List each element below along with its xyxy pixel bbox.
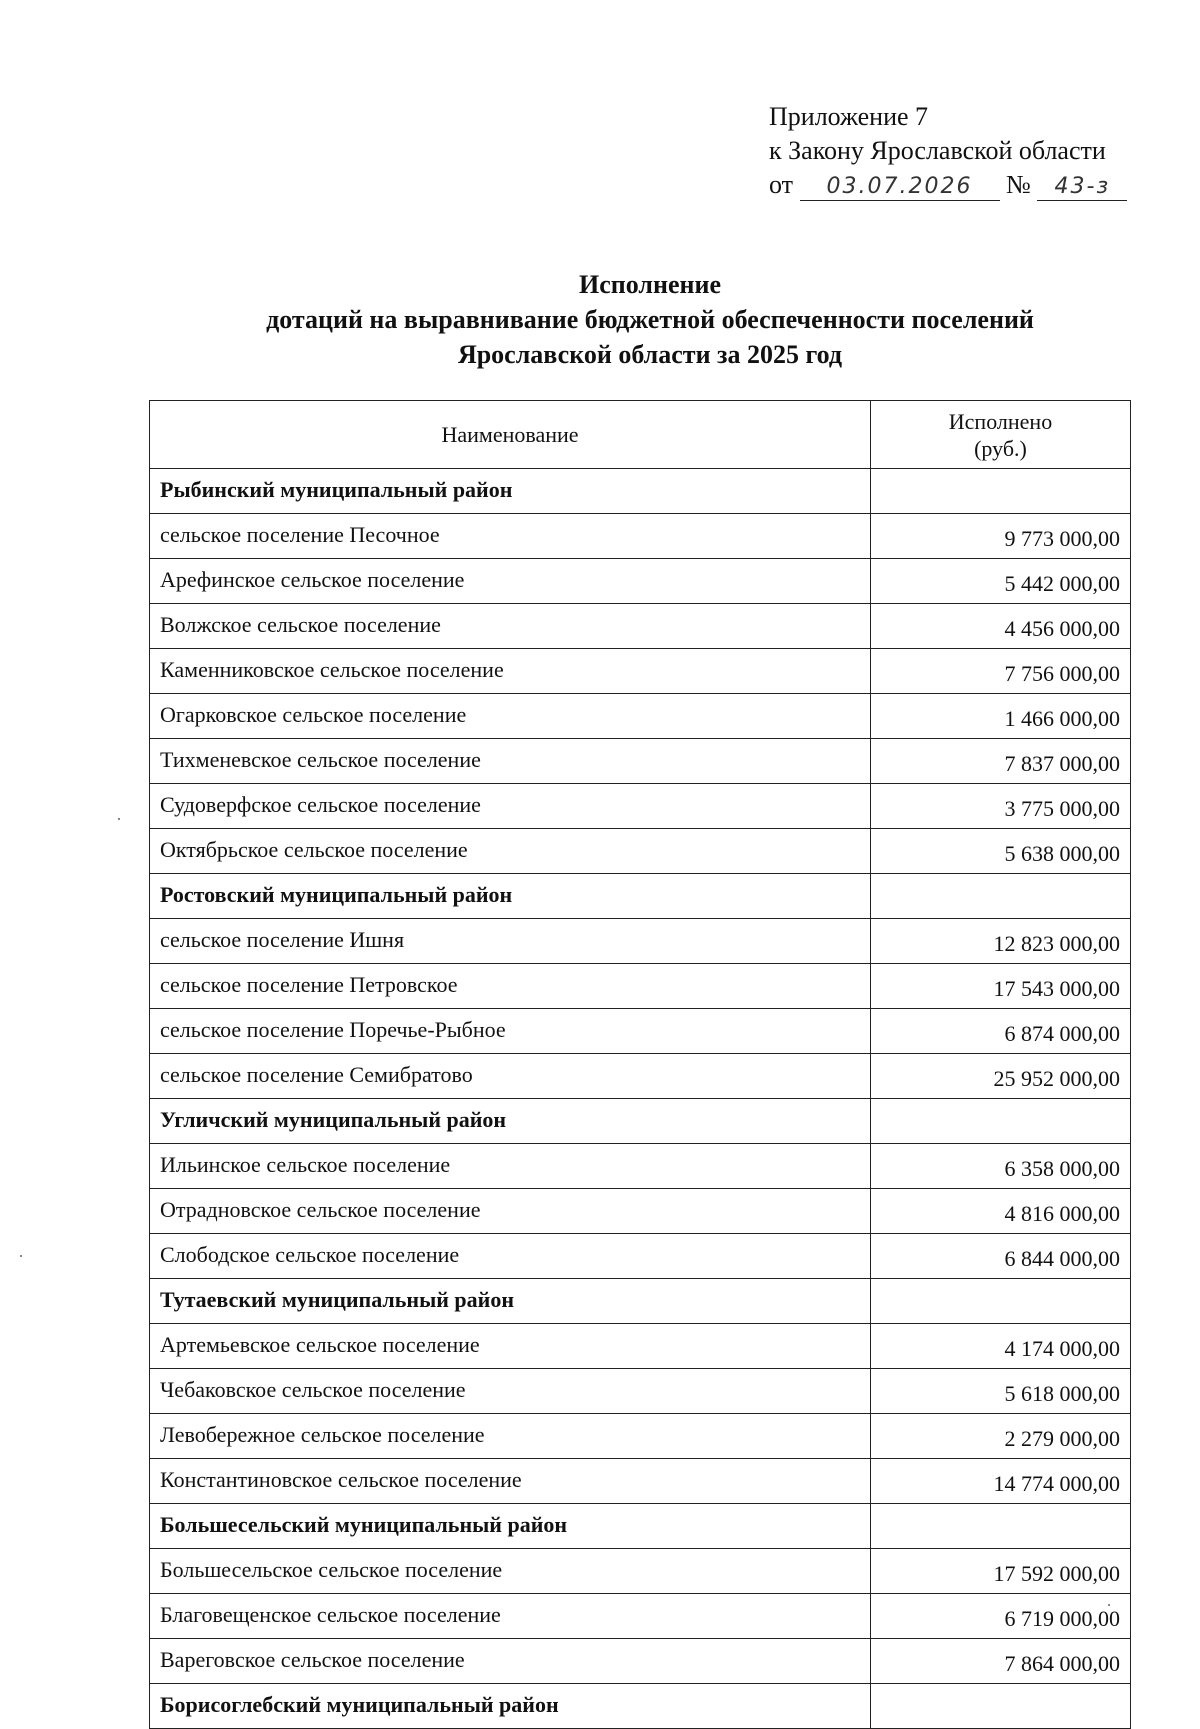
amount-cell: 7 756 000,00: [871, 649, 1131, 694]
header-name: Наименование: [150, 401, 871, 469]
amount-cell: [871, 1279, 1131, 1324]
header-amount-line-1: Исполнено: [948, 408, 1053, 434]
table-row: [150, 1234, 1131, 1279]
amount-cell: 25 952 000,00: [871, 1054, 1131, 1099]
table-row: [150, 604, 1131, 649]
settlement-name: Константиновское сельское поселение: [150, 1459, 871, 1504]
settlement-name: Чебаковское сельское поселение: [150, 1369, 871, 1414]
settlement-name: сельское поселение Песочное: [150, 514, 871, 559]
table-row: [150, 1414, 1131, 1459]
amount-cell: 14 774 000,00: [871, 1459, 1131, 1504]
settlement-name: сельское поселение Семибратово: [150, 1054, 871, 1099]
amount-cell: 4 816 000,00: [871, 1189, 1131, 1234]
amount-cell: 6 358 000,00: [871, 1144, 1131, 1189]
table-row: [150, 694, 1131, 739]
settlement-name: Благовещенское сельское поселение: [150, 1594, 871, 1639]
annex-number: 43-з: [1037, 174, 1127, 201]
amount-cell: 17 543 000,00: [871, 964, 1131, 1009]
settlement-name: Большесельское сельское поселение: [150, 1549, 871, 1594]
amount-cell: 12 823 000,00: [871, 919, 1131, 964]
annex-block: [769, 100, 1127, 202]
settlement-name: Слободское сельское поселение: [150, 1234, 871, 1279]
district-row: [150, 1099, 1131, 1144]
settlement-name: Ильинское сельское поселение: [150, 1144, 871, 1189]
title-line-3: Ярославской области за 2025 год: [457, 340, 843, 369]
table-row: [150, 1549, 1131, 1594]
amount-cell: [871, 1504, 1131, 1549]
settlement-name: Тихменевское сельское поселение: [150, 739, 871, 784]
district-row: [150, 469, 1131, 514]
settlement-name: Огарковское сельское поселение: [150, 694, 871, 739]
table-row: [150, 919, 1131, 964]
scan-speck: [20, 1255, 22, 1257]
table-row: [150, 1459, 1131, 1504]
settlement-name: Вареговское сельское поселение: [150, 1639, 871, 1684]
amount-cell: [871, 1684, 1131, 1729]
table-row: [150, 649, 1131, 694]
district-name: Тутаевский муниципальный район: [150, 1279, 871, 1324]
annex-date: 03.07.2026: [800, 174, 1000, 201]
amount-cell: 4 456 000,00: [871, 604, 1131, 649]
table-row: [150, 1054, 1131, 1099]
settlement-name: Артемьевское сельское поселение: [150, 1324, 871, 1369]
amount-cell: 5 618 000,00: [871, 1369, 1131, 1414]
table-row: [150, 1369, 1131, 1414]
scan-speck: [118, 818, 120, 820]
annex-line-2: к Закону Ярославской области: [769, 136, 1106, 165]
table-row: [150, 1009, 1131, 1054]
table-row: [150, 1324, 1131, 1369]
settlement-name: Каменниковское сельское поселение: [150, 649, 871, 694]
district-name: Ростовский муниципальный район: [150, 874, 871, 919]
district-row: [150, 874, 1131, 919]
amount-cell: [871, 1099, 1131, 1144]
district-row: [150, 1504, 1131, 1549]
table-row: [150, 1189, 1131, 1234]
amount-cell: 5 442 000,00: [871, 559, 1131, 604]
annex-from-label: от: [769, 170, 794, 199]
table-row: [150, 514, 1131, 559]
table-row: [150, 559, 1131, 604]
table-row: [150, 1639, 1131, 1684]
table-row: [150, 784, 1131, 829]
table-row: [150, 739, 1131, 784]
annex-line-1: Приложение 7: [769, 102, 929, 131]
settlement-name: Арефинское сельское поселение: [150, 559, 871, 604]
table-row: [150, 1594, 1131, 1639]
table-header-row: [150, 401, 1131, 469]
amount-cell: 6 844 000,00: [871, 1234, 1131, 1279]
amount-cell: [871, 469, 1131, 514]
amount-cell: 2 279 000,00: [871, 1414, 1131, 1459]
title-line-2: дотаций на выравнивание бюджетной обеспеченности поселений: [266, 305, 1034, 334]
amount-cell: 4 174 000,00: [871, 1324, 1131, 1369]
scan-speck: [1108, 1604, 1110, 1606]
amount-cell: 6 874 000,00: [871, 1009, 1131, 1054]
amount-cell: 9 773 000,00: [871, 514, 1131, 559]
table-row: [150, 1144, 1131, 1189]
document-title: [150, 267, 1150, 372]
amount-cell: [871, 874, 1131, 919]
district-name: Борисоглебский муниципальный район: [150, 1684, 871, 1729]
header-amount: [871, 401, 1131, 469]
amount-cell: 3 775 000,00: [871, 784, 1131, 829]
district-name: Угличский муниципальный район: [150, 1099, 871, 1144]
settlement-name: Отрадновское сельское поселение: [150, 1189, 871, 1234]
annex-line-3: [769, 168, 1127, 202]
settlement-name: сельское поселение Поречье-Рыбное: [150, 1009, 871, 1054]
amount-cell: 5 638 000,00: [871, 829, 1131, 874]
amount-cell: 7 864 000,00: [871, 1639, 1131, 1684]
district-name: Рыбинский муниципальный район: [150, 469, 871, 514]
subsidies-table: [149, 400, 1131, 1729]
header-amount-line-2: (руб.): [974, 435, 1027, 461]
title-line-1: Исполнение: [578, 270, 721, 299]
table-row: [150, 964, 1131, 1009]
settlement-name: Октябрьское сельское поселение: [150, 829, 871, 874]
settlement-name: Волжское сельское поселение: [150, 604, 871, 649]
amount-cell: 7 837 000,00: [871, 739, 1131, 784]
settlement-name: сельское поселение Петровское: [150, 964, 871, 1009]
table-body: [150, 469, 1131, 1729]
district-row: [150, 1684, 1131, 1729]
amount-cell: 1 466 000,00: [871, 694, 1131, 739]
settlement-name: Судоверфское сельское поселение: [150, 784, 871, 829]
annex-number-label: №: [1006, 170, 1031, 199]
settlement-name: Левобережное сельское поселение: [150, 1414, 871, 1459]
table-row: [150, 829, 1131, 874]
amount-cell: 6 719 000,00: [871, 1594, 1131, 1639]
district-name: Большесельский муниципальный район: [150, 1504, 871, 1549]
settlement-name: сельское поселение Ишня: [150, 919, 871, 964]
amount-cell: 17 592 000,00: [871, 1549, 1131, 1594]
district-row: [150, 1279, 1131, 1324]
